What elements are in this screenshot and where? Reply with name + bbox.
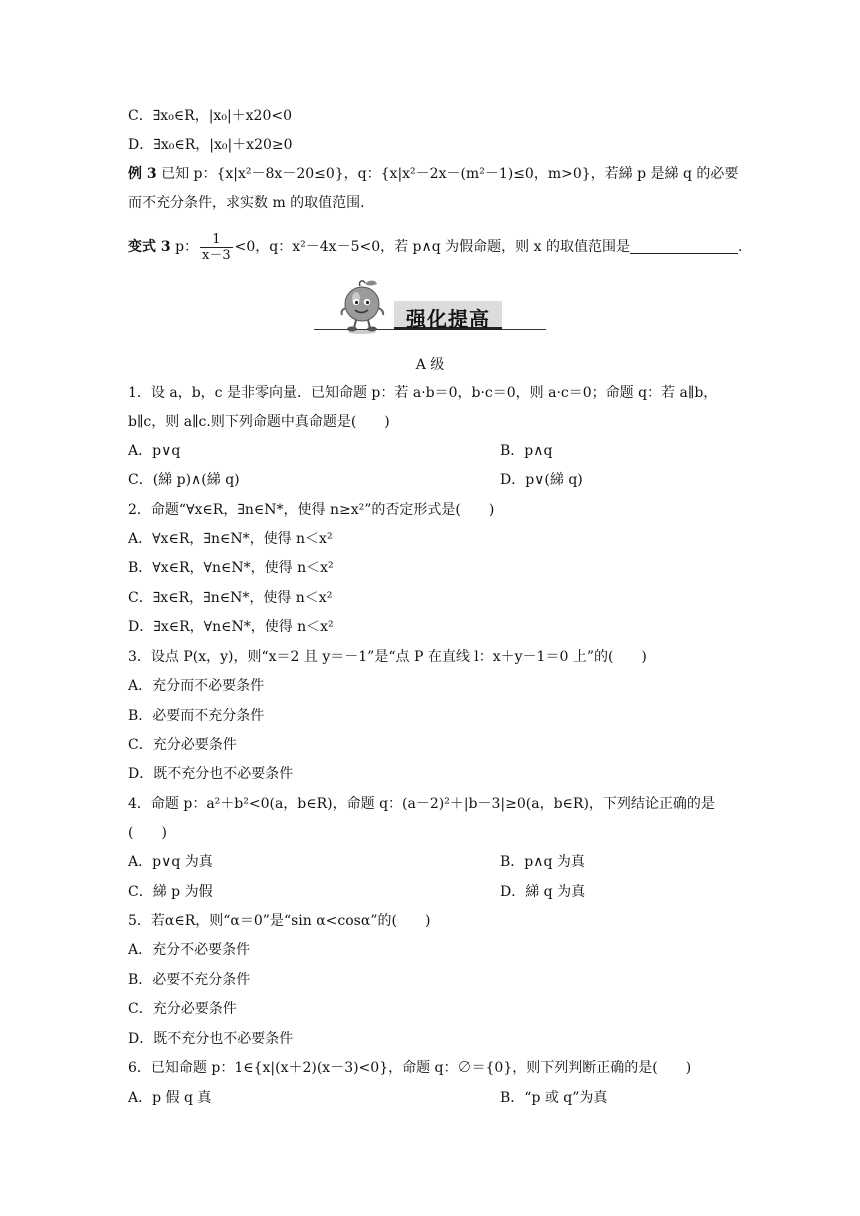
option-a[interactable]: A．充分而不必要条件 (128, 678, 265, 694)
question-6-option-row (128, 1088, 608, 1108)
option-d[interactable]: D．∃x∈R，∀n∈N*，使得 n＜x² (128, 619, 334, 635)
banner-title: 强化提高 (406, 307, 490, 331)
option-b[interactable]: B．必要不充分条件 (128, 972, 251, 988)
option-c-prev: C．∃x₀∈R，|x₀|＋x20<0 (128, 108, 293, 124)
fraction-numerator: 1 (200, 232, 233, 248)
question-4-line2: ( ) (128, 825, 167, 841)
question-1-option-row (128, 441, 553, 461)
option-c[interactable]: C．∃x∈R，∃n∈N*，使得 n＜x² (128, 590, 333, 606)
option-a[interactable]: A．∀x∈R，∃n∈N*，使得 n＜x² (128, 531, 333, 547)
question-5-stem: 5．若α∈R，则“α＝0”是“sin α<cosα”的( ) (128, 913, 431, 929)
option-d-prev: D．∃x₀∈R，|x₀|＋x20≥0 (128, 137, 293, 153)
fraction-denominator: x－3 (202, 247, 231, 263)
option-d[interactable]: D．綈 q 为真 (500, 884, 586, 900)
level-title: A 级 (415, 357, 445, 373)
option-b[interactable]: B．p∧q 为真 (500, 854, 585, 870)
option-a[interactable]: A．p∨q (128, 443, 181, 459)
apple-mascot-icon (338, 278, 396, 334)
option-a[interactable]: A．p 假 q 真 (128, 1090, 212, 1106)
example-3-line2: 而不充分条件，求实数 m 的取值范围． (128, 195, 375, 211)
option-c[interactable]: C．充分必要条件 (128, 1001, 237, 1017)
variant-3-pre: p： (175, 239, 199, 255)
option-d[interactable]: D．既不充分也不必要条件 (128, 766, 294, 782)
option-c[interactable]: C．綈 p 为假 (128, 884, 213, 900)
option-a[interactable]: A．充分不必要条件 (128, 942, 251, 958)
variant-3-post: <0，q：x²－4x－5<0，若 p∧q 为假命题，则 x 的取值范围是 (234, 239, 630, 255)
variant-3 (128, 229, 752, 265)
question-1-line2: b∥c，则 a∥c.则下列命题中真命题是( ) (128, 414, 390, 430)
option-b[interactable]: B．p∧q (500, 443, 553, 459)
variant-3-end: ． (737, 239, 752, 255)
option-c[interactable]: C．充分必要条件 (128, 737, 237, 753)
option-b[interactable]: B．“p 或 q”为真 (500, 1090, 608, 1106)
fraction (200, 232, 233, 263)
question-4-option-row (128, 852, 585, 872)
example-3-label: 例 3 (128, 166, 157, 182)
variant-3-label: 变式 3 (128, 239, 171, 255)
option-b[interactable]: B．∀x∈R，∀n∈N*，使得 n＜x² (128, 560, 334, 576)
option-a[interactable]: A．p∨q 为真 (128, 854, 213, 870)
question-2-stem: 2．命题“∀x∈R，∃n∈N*，使得 n≥x²”的否定形式是( ) (128, 502, 495, 518)
answer-blank[interactable] (630, 238, 738, 254)
example-3-text1: 已知 p：{x|x²－8x－20≤0}，q：{x|x²－2x－(m²－1)≤0，m>0}，若綈 p 是綈 q 的必要 (161, 166, 739, 182)
question-1-line1: 1．设 a，b，c 是非零向量．已知命题 p：若 a·b＝0，b·c＝0，则 a·c＝0；命题 q：若 a∥b， (128, 385, 718, 401)
question-4-line1: 4．命题 p：a²＋b²<0(a，b∈R)，命题 q：(a－2)²＋|b－3|≥0(a，b∈R)，下列结论正确的是 (128, 796, 715, 812)
option-d[interactable]: D．p∨(綈 q) (500, 472, 583, 488)
section-banner (314, 276, 546, 336)
question-1-option-row (128, 470, 583, 490)
question-3-stem: 3．设点 P(x，y)，则“x＝2 且 y＝－1”是“点 P 在直线 l：x＋y－1＝0 上”的( ) (128, 649, 647, 665)
option-c[interactable]: C．(綈 p)∧(綈 q) (128, 472, 240, 488)
example-3-line1 (128, 164, 738, 184)
question-6-stem: 6．已知命题 p：1∈{x|(x＋2)(x－3)<0}，命题 q：∅＝{0}，则下列判断正确的是( ) (128, 1060, 692, 1076)
option-d[interactable]: D．既不充分也不必要条件 (128, 1031, 294, 1047)
question-4-option-row (128, 882, 586, 902)
option-b[interactable]: B．必要而不充分条件 (128, 708, 265, 724)
